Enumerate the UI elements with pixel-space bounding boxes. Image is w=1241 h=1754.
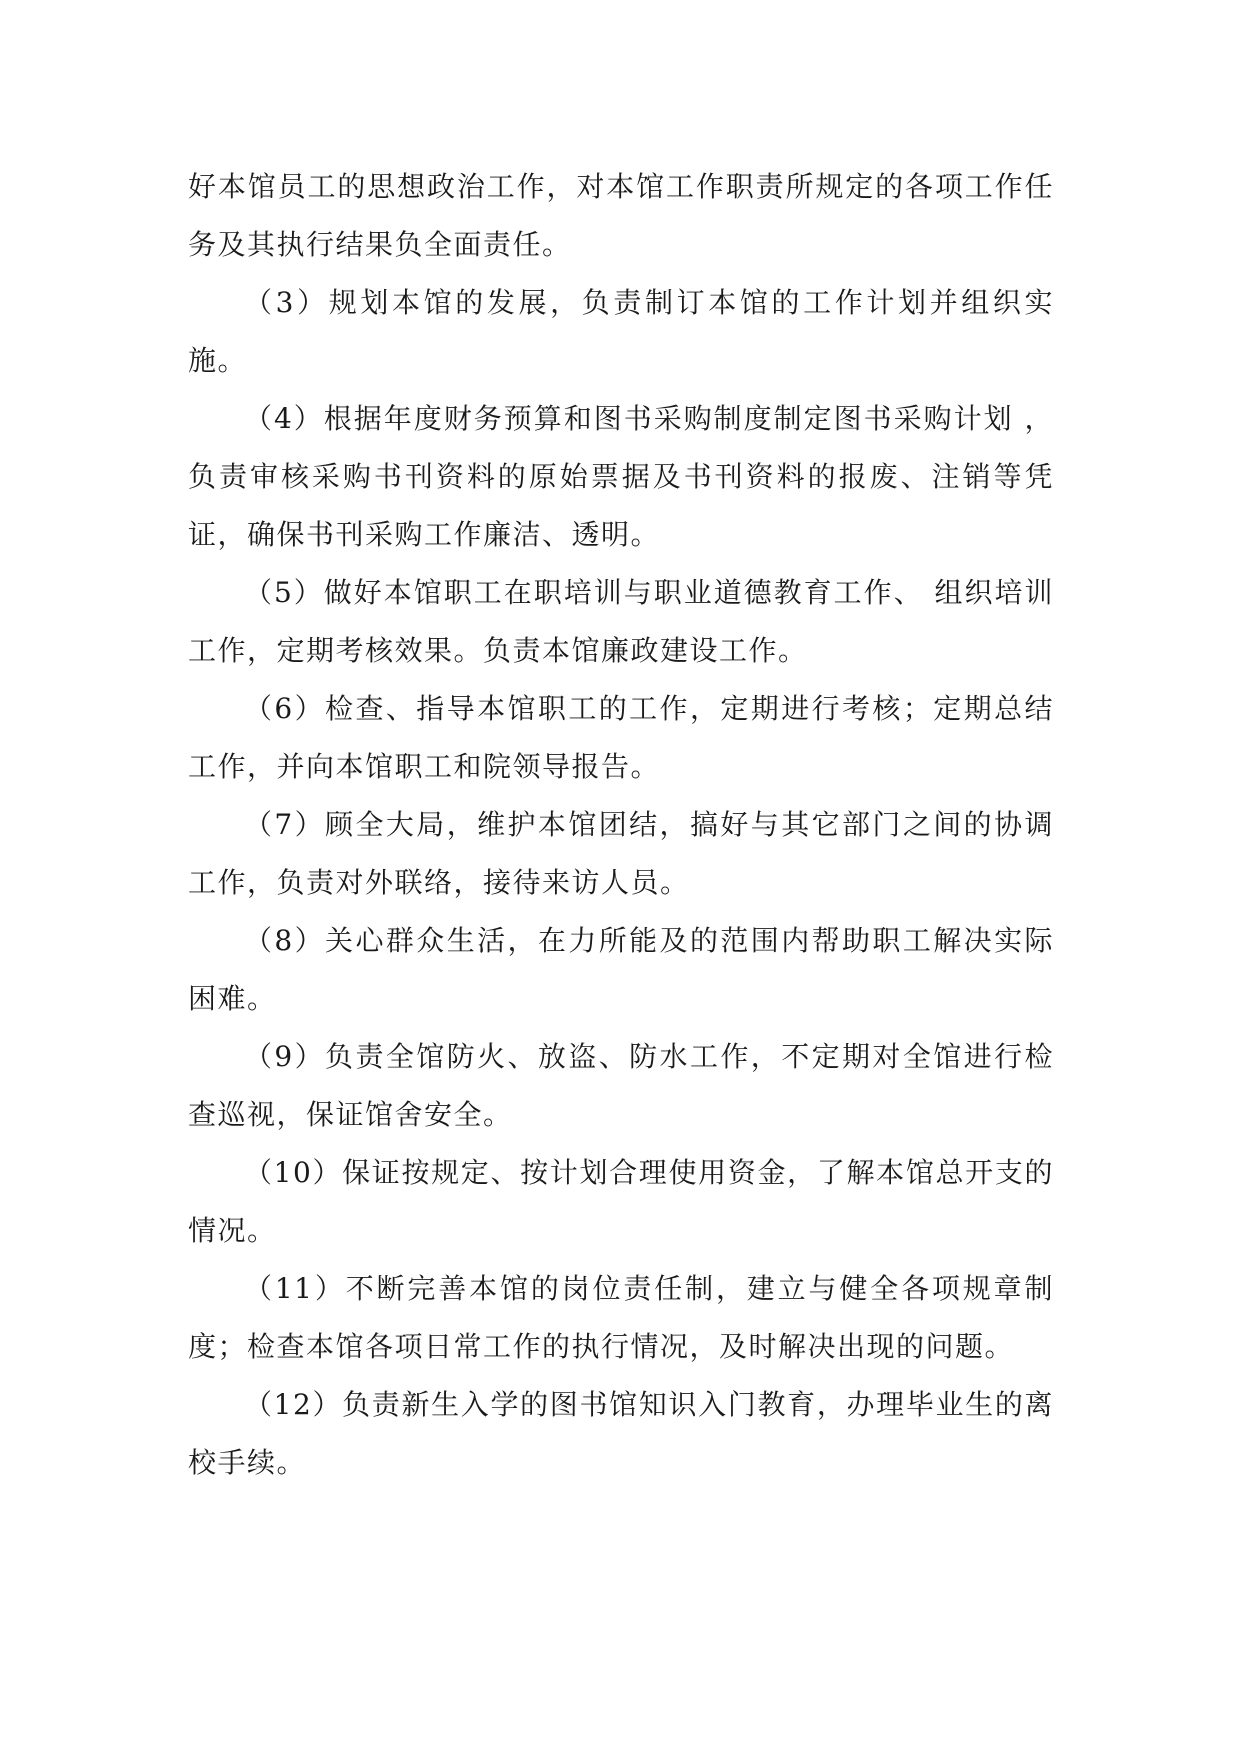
paragraph-item-8: （8）关心群众生活，在力所能及的范围内帮助职工解决实际困难。 bbox=[188, 924, 1054, 1015]
paragraph-continuation: 好本馆员工的思想政治工作，对本馆工作职责所规定的各项工作任务及其执行结果负全面责任。 bbox=[188, 170, 1054, 261]
paragraph-item-5: （5）做好本馆职工在职培训与职业道德教育工作、 组织培训工作，定期考核效果。负责本馆廉政建设工作。 bbox=[188, 576, 1054, 667]
paragraph-item-10: （10）保证按规定、按计划合理使用资金，了解本馆总开支的情况。 bbox=[188, 1156, 1054, 1247]
paragraph-item-4: （4）根据年度财务预算和图书采购制度制定图书采购计划 ，负责审核采购书刊资料的原始票据及书刊资料的报废、注销等凭证，确保书刊采购工作廉洁、透明。 bbox=[188, 402, 1054, 551]
paragraph-item-11: （11）不断完善本馆的岗位责任制，建立与健全各项规章制度；检查本馆各项日常工作的执行情况，及时解决出现的问题。 bbox=[188, 1272, 1054, 1363]
paragraph-item-7: （7）顾全大局，维护本馆团结，搞好与其它部门之间的协调工作，负责对外联络，接待来访人员。 bbox=[188, 808, 1054, 899]
paragraph-item-9: （9）负责全馆防火、放盗、防水工作，不定期对全馆进行检查巡视，保证馆舍安全。 bbox=[188, 1040, 1054, 1131]
paragraph-item-12: （12）负责新生入学的图书馆知识入门教育，办理毕业生的离校手续。 bbox=[188, 1388, 1054, 1479]
document-body bbox=[188, 158, 1054, 1492]
paragraph-item-6: （6）检查、指导本馆职工的工作，定期进行考核；定期总结工作，并向本馆职工和院领导报告。 bbox=[188, 692, 1054, 783]
paragraph-item-3: （3）规划本馆的发展，负责制订本馆的工作计划并组织实施。 bbox=[188, 286, 1054, 377]
